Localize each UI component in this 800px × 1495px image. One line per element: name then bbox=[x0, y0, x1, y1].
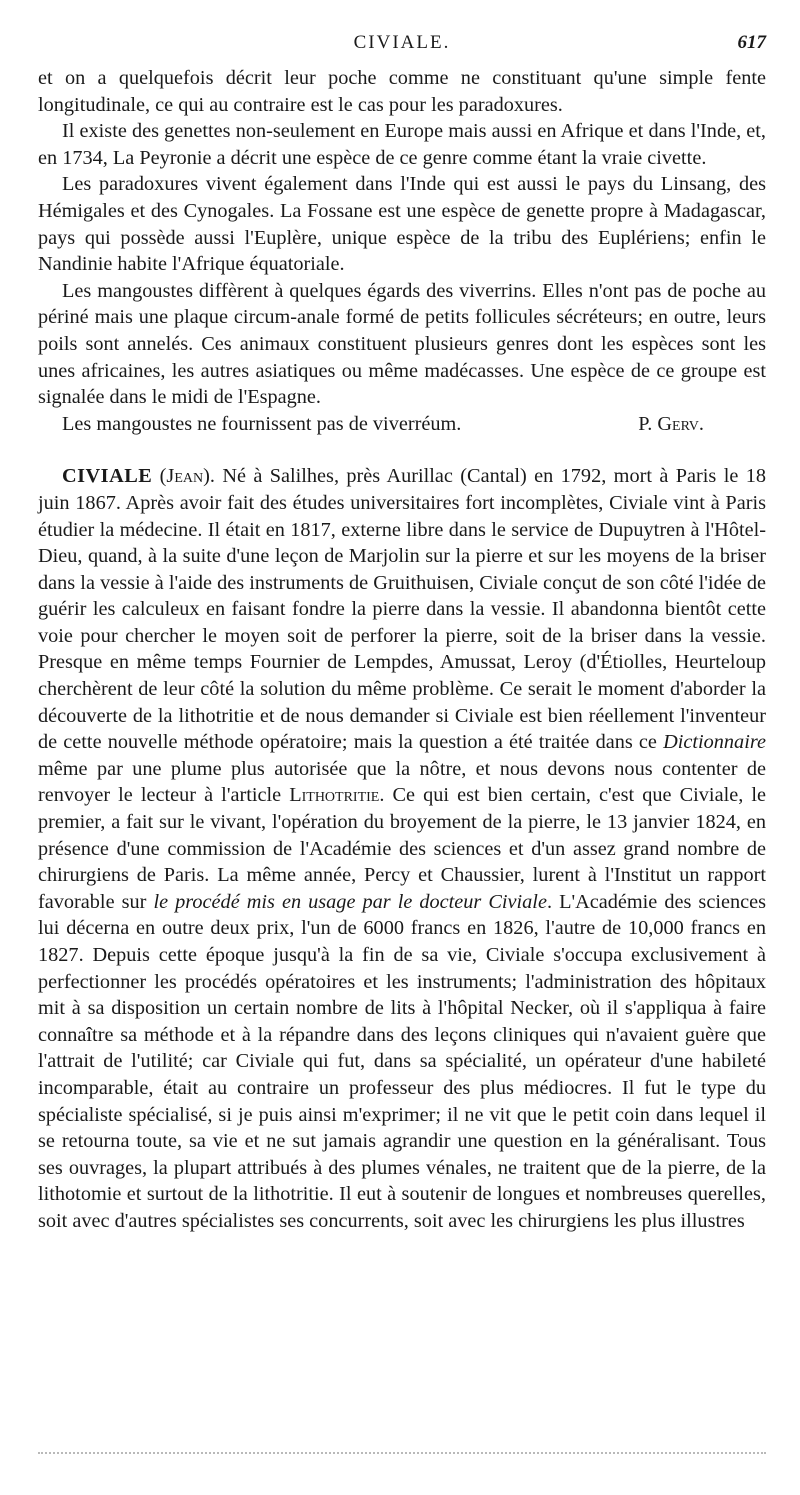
paragraph-genettes: Il existe des genettes non-seulement en Europe mais aussi en Afrique et dans l'Inde, et, en 1734, La Peyronie a décrit une espèce de ce genre comme étant la vraie civette. bbox=[38, 120, 766, 169]
entry-italic-dictionnaire: Dictionnaire bbox=[663, 731, 766, 754]
entry-text-2: même par une plume plus autorisée que la nôtre, et nous devons nous contenter de renvoyer le lecteur à l'article bbox=[38, 757, 766, 807]
paragraph-continuation: et on a quelquefois décrit leur poche comme ne constituant qu'une simple fente longitudinale, ce qui au contraire est le cas pour les paradoxures. bbox=[38, 67, 766, 116]
entry-headword: CIVIALE bbox=[62, 465, 153, 488]
page-number: 617 bbox=[737, 32, 766, 53]
closing-sentence: Les mangoustes ne fournissent pas de viverréum. bbox=[62, 412, 462, 435]
paragraph-mangoustes: Les mangoustes diffèrent à quelques égards des viverrins. Elles n'ont pas de poche au périné mais une plaque circum-anale formé de petits follicules sécréteurs; en outre, leurs poils sont annelés. Ces animaux constituent plusieurs genres dont les espèces sont les unes africaines, les autres asiatiques ou même madécasses. Une espèce de ce groupe est signalée dans le midi de l'Espagne. bbox=[38, 279, 766, 409]
cross-reference-link: Lithotritie bbox=[289, 784, 380, 807]
author-signature: P. Gerv. bbox=[638, 412, 704, 435]
entry-text-4: . L'Académie des sciences lui décerna en outre deux prix, l'un de 6000 francs en 1826, l'autre de 10,000 francs en 1827. Depuis cette époque jusqu'à la fin de sa vie, Civiale s'occupa exclusivement à perfectionner les procédés opératoires et les instruments; l'administration des hôpitaux mit à sa disposition un certain nombre de lits à l'hôpital Necker, où il s'appliqua à faire connaître sa méthode et à la répandre dans des leçons cliniques qui n'avaient guère que l'attrait de l'utilité; car Civiale qui fut, dans sa spécialité, un opérateur d'une habileté incomparable, était au contraire un professeur des plus médiocres. Il fut le type du spécialiste spécialisé, si je puis ainsi m'exprimer; il ne vit que le petit coin dans lequel il se retourna toute, sa vie et ne sut jamais agrandir une question en la généralisant. Tous ses ouvrages, la plupart attribués à des plumes vénales, ne traitent que de la pierre, de la lithotomie et surtout de la lithotritie. Il eut à soutenir de longues et nombreuses querelles, soit avec d'autres spécialistes ses concurrents, soit avec les chirurgiens les plus illustres bbox=[38, 890, 766, 1232]
entry-text-3: . Ce qui est bien certain, c'est que Civiale, le premier, a fait sur le vivant, l'opération du broyement de la pierre, le 13 janvier 1824, en présence d'une commission de l'Académie des sciences et d'un assez grand nombre de chirurgiens de Paris. La même année, Percy et Chaussier, lurent à l'Institut un rapport favorable sur bbox=[38, 784, 766, 913]
footer-dotted-rule bbox=[38, 1452, 766, 1454]
body-text bbox=[38, 65, 766, 1235]
paragraph-paradoxures: Les paradoxures vivent également dans l'Inde qui est aussi le pays du Linsang, des Hémigales et des Cynogales. La Fossane est une espèce de genette propre à Madagascar, pays qui possède aussi l'Euplère, unique espèce de la tribu des Euplériens; enfin le Nandinie habite l'Afrique équatoriale. bbox=[38, 173, 766, 276]
entry-text-1: Né à Salilhes, près Aurillac (Cantal) en 1792, mort à Paris le 18 juin 1867. Après avoir fait des études universitaires fort incomplètes, Civiale vint à Paris étudier la médecine. Il était en 1817, externe libre dans le service de Dupuytren à l'Hôtel-Dieu, quand, à la suite d'une leçon de Marjolin sur la pierre et sur les moyens de la briser dans la vessie à l'aide des instruments de Gruithuisen, Civiale conçut de son côté l'idée de guérir les calculeux en faisant fondre la pierre dans la vessie. Il abandonna bientôt cette voie pour chercher le moyen soit de perforer la pierre, soit de la briser dans la vessie. Presque en même temps Fournier de Lempdes, Amussat, Leroy (d'Étiolles, Heurteloup cherchèrent de leur côté la solution du même problème. Ce serait le moment d'aborder la découverte de la lithotritie et de nous demander si Civiale est bien réellement l'inventeur de cette nouvelle méthode opératoire; mais la question a été traitée dans ce bbox=[38, 465, 766, 754]
entry-italic-procede: le procédé mis en usage par le docteur Civiale bbox=[153, 890, 547, 913]
running-title: CIVIALE. bbox=[353, 32, 451, 53]
closing-line bbox=[38, 411, 766, 438]
running-head bbox=[38, 30, 766, 56]
entry-forename: (Jean). bbox=[159, 465, 215, 488]
entry-civiale bbox=[38, 463, 766, 1234]
section-spacer bbox=[38, 437, 766, 463]
